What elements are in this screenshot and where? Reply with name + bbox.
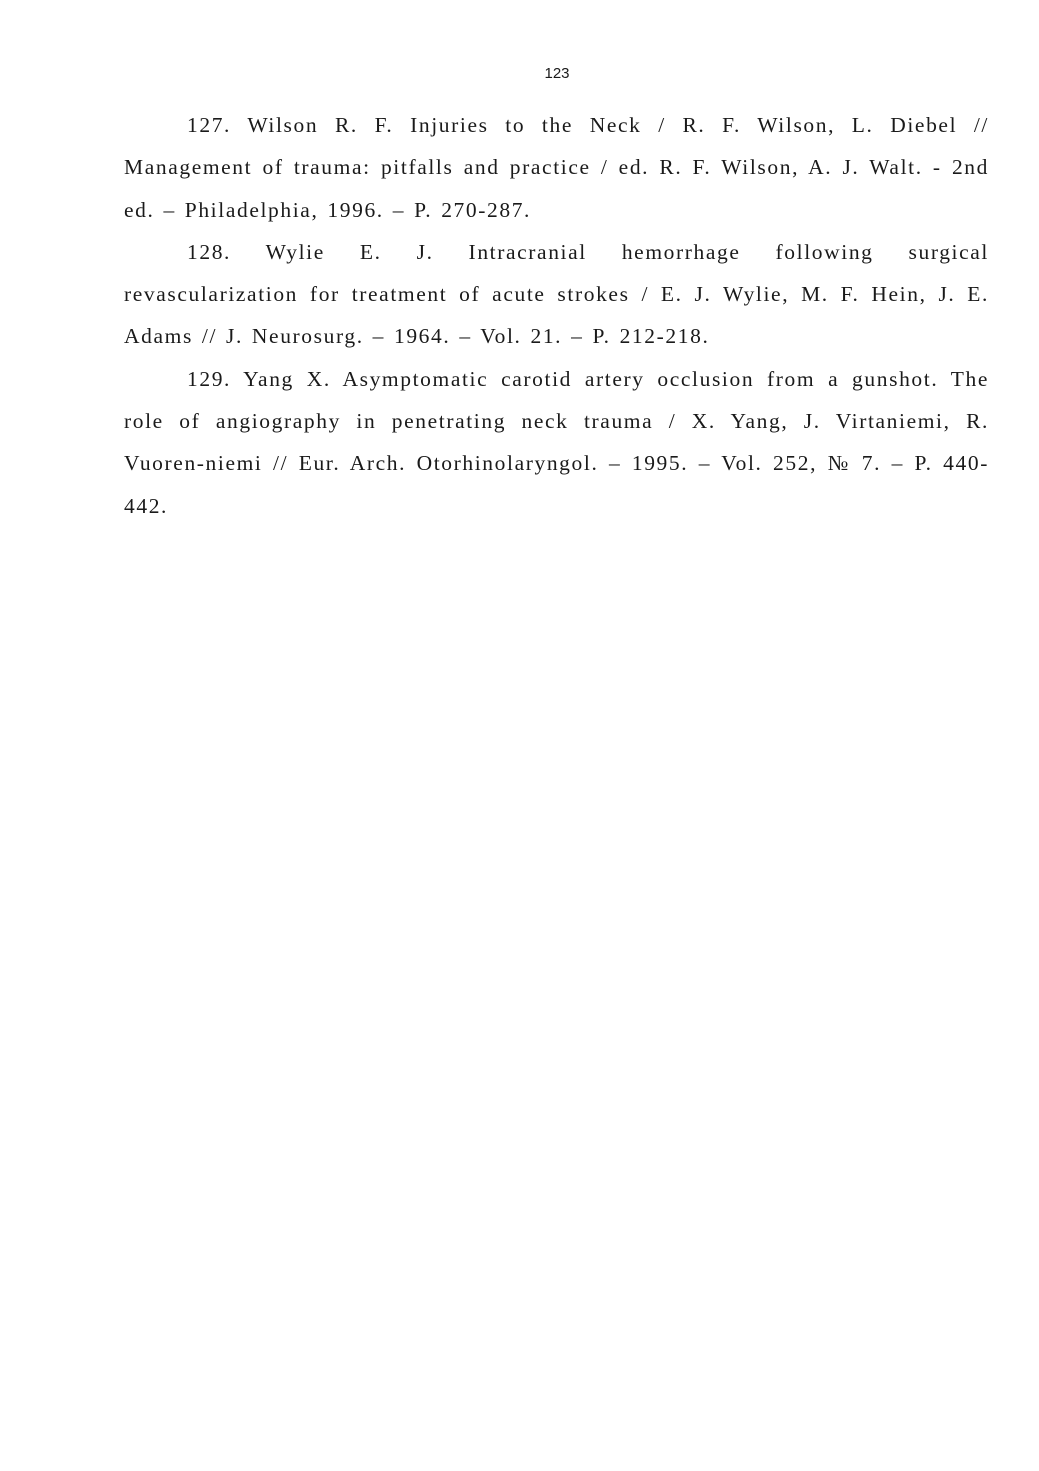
page-number: 123 [544,65,570,82]
reference-item-128 [124,231,989,358]
reference-text: Wylie E. J. Intracranial hemorrhage following surgical revascularization for treatment of acute strokes / E. J. Wylie, M. F. Hein, J. E. Adams // J. Neurosurg. – 1964. – Vol. 21. – P. 212-218. [124,239,989,349]
reference-number: 127. [187,113,232,137]
reference-item-127 [124,104,989,231]
reference-list [124,104,989,527]
reference-number: 129. [187,366,232,391]
reference-item-129 [124,358,989,527]
reference-number: 128. [187,239,232,264]
reference-text: Yang X. Asymptomatic carotid artery occlusion from a gunshot. The role of angiography in penetrating neck trauma / X. Yang, J. Virtaniemi, R. Vuoren-niemi // Eur. Arch. Otorhinolaryngol. – 1995. – Vol. 252, № 7. – P. 440-442. [124,366,989,518]
reference-text: Wilson R. F. Injuries to the Neck / R. F. Wilson, L. Diebel // Management of trauma: pitfalls and practice / ed. R. F. Wilson, A. J. Walt. - 2nd ed. – Philadelphia, 1996. – P. 270-287. [124,113,990,222]
